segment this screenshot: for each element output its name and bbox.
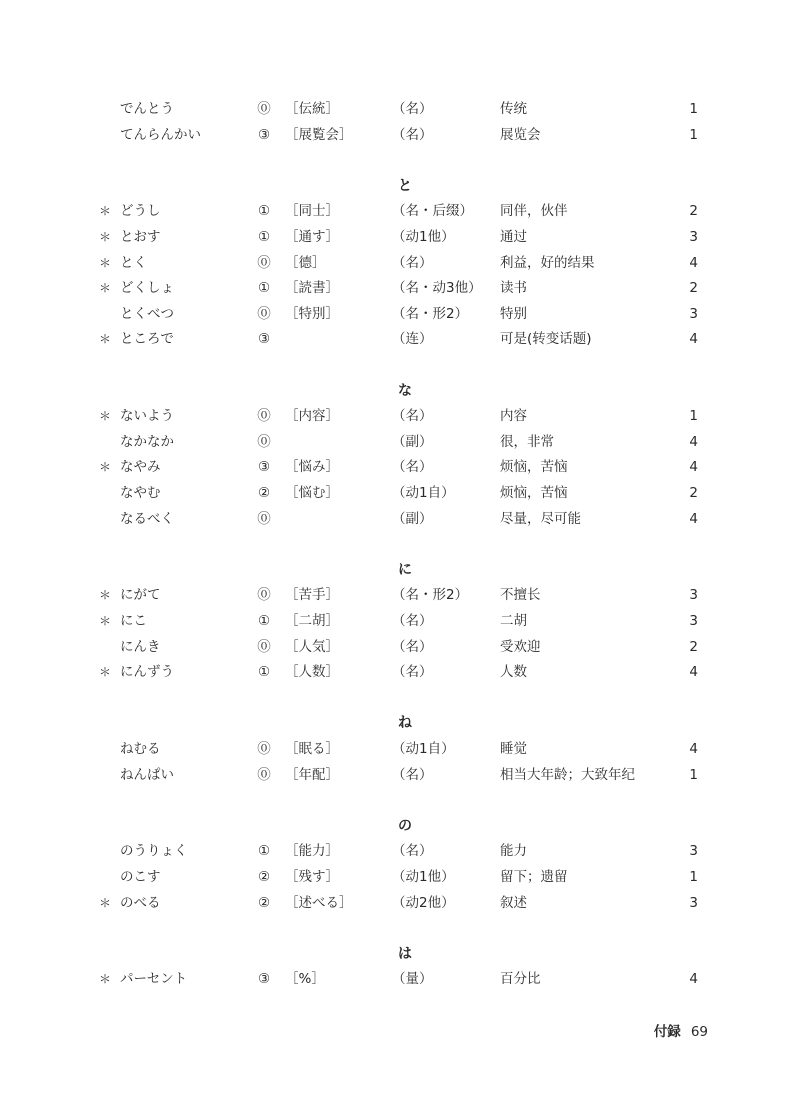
section-heading [0, 173, 800, 199]
entry-meaning: 叙述 [500, 894, 527, 911]
section-heading [0, 941, 800, 967]
entry-level: 1 [689, 101, 698, 117]
entry-part-of-speech: （名） [392, 254, 433, 271]
entry-meaning: 可是(转变话题) [500, 331, 592, 348]
entry-reading: ねんぱい [120, 766, 174, 783]
entry-row [0, 608, 800, 634]
entry-kanji: ［読書］ [285, 280, 339, 297]
entry-row [0, 762, 800, 788]
entry-kanji: ［二胡］ [285, 613, 339, 629]
entry-meaning: 读书 [500, 280, 527, 297]
entry-part-of-speech: （动1他） [392, 869, 455, 885]
entry-meaning: 留下；遗留 [500, 869, 568, 885]
entry-kanji: ［内容］ [285, 408, 339, 425]
section-heading [0, 378, 800, 404]
entry-star-mark: ＊ [99, 588, 112, 603]
entry-level: 1 [689, 869, 698, 885]
section-heading [0, 813, 800, 839]
entry-kanji: ［德］ [285, 254, 326, 271]
entry-meaning: 同伴，伙伴 [500, 203, 568, 220]
entry-level: 1 [689, 126, 698, 143]
section-heading-kana: の [398, 817, 412, 834]
entry-star-mark: ＊ [99, 255, 112, 270]
entry-row [0, 250, 800, 276]
entry-star-mark: ＊ [99, 409, 112, 424]
entry-star-mark: ＊ [99, 204, 112, 219]
entry-part-of-speech: （动1他） [392, 229, 455, 245]
entry-kanji: ［悩む］ [285, 485, 339, 501]
entry-part-of-speech: （名） [392, 126, 433, 143]
entry-level: 4 [689, 664, 698, 681]
entry-accent: ⓪ [257, 254, 271, 271]
entry-accent: ① [257, 664, 271, 681]
entry-part-of-speech: （名） [392, 638, 433, 655]
entry-meaning: 相当大年龄；大致年纪 [500, 766, 635, 783]
entry-star-mark: ＊ [99, 281, 112, 296]
entry-reading: なるべく [120, 510, 174, 527]
entry-kanji: ［苦手］ [285, 587, 339, 604]
entry-accent: ⓪ [257, 587, 271, 604]
entry-accent: ③ [257, 459, 271, 476]
entry-part-of-speech: （名） [392, 843, 433, 860]
entry-part-of-speech: （动1自） [392, 741, 455, 757]
entry-part-of-speech: （名） [392, 613, 433, 629]
entry-accent: ② [257, 869, 271, 885]
entry-level: 3 [689, 613, 698, 629]
entry-accent: ③ [257, 126, 271, 143]
entry-part-of-speech: （名） [392, 408, 433, 425]
entry-reading: ところで [120, 331, 174, 348]
entry-part-of-speech: （名） [392, 766, 433, 783]
entry-row [0, 198, 800, 224]
entry-row [0, 480, 800, 506]
entry-level: 4 [689, 254, 698, 271]
page-number: 69 [690, 1024, 708, 1040]
entry-kanji: ［人気］ [285, 638, 339, 655]
entry-kanji: ［残す］ [285, 869, 339, 885]
entry-reading: にんずう [120, 664, 174, 681]
entry-row [0, 506, 800, 532]
entry-row [0, 301, 800, 327]
entry-row [0, 429, 800, 455]
entry-meaning: 展览会 [500, 126, 541, 143]
entry-row [0, 659, 800, 685]
entry-kanji: ［通す］ [285, 229, 339, 245]
entry-kanji: ［悩み］ [285, 459, 339, 476]
entry-meaning: 不擅长 [500, 587, 541, 604]
entry-kanji: ［能力］ [285, 843, 339, 860]
entry-row [0, 326, 800, 352]
entry-reading: のうりょく [120, 843, 188, 860]
entry-row [0, 966, 800, 992]
entry-row [0, 122, 800, 148]
entry-accent: ⓪ [257, 433, 271, 450]
entry-part-of-speech: （名） [392, 664, 433, 681]
entry-star-mark: ＊ [99, 460, 112, 475]
entry-part-of-speech: （名・形2） [392, 587, 469, 604]
entry-row [0, 838, 800, 864]
entry-level: 1 [689, 766, 698, 783]
footer-section-label: 付録 [653, 1024, 681, 1040]
entry-row [0, 275, 800, 301]
entry-accent: ⓪ [257, 305, 271, 322]
entry-part-of-speech: （副） [392, 510, 433, 527]
entry-level: 3 [689, 305, 698, 322]
entry-accent: ① [257, 229, 271, 245]
entry-reading: パーセント [120, 971, 188, 988]
entry-level: 4 [689, 741, 698, 757]
entry-reading: なやむ [120, 485, 161, 501]
entry-kanji: ［年配］ [285, 766, 339, 783]
entry-meaning: 烦恼，苦恼 [500, 485, 568, 501]
entry-accent: ⓪ [257, 101, 271, 117]
entry-meaning: 睡觉 [500, 741, 527, 757]
entry-accent: ③ [257, 971, 271, 988]
entry-level: 3 [689, 894, 698, 911]
entry-part-of-speech: （名） [392, 101, 433, 117]
entry-reading: とおす [120, 229, 161, 245]
entry-row [0, 736, 800, 762]
page-footer [600, 1020, 708, 1044]
entry-reading: なかなか [120, 433, 174, 450]
entry-row [0, 634, 800, 660]
entry-meaning: 尽量，尽可能 [500, 510, 581, 527]
entry-star-mark: ＊ [99, 230, 112, 244]
entry-accent: ① [257, 280, 271, 297]
section-heading-kana: ね [398, 715, 412, 732]
entry-reading: なやみ [120, 459, 161, 476]
entry-level: 4 [689, 459, 698, 476]
entry-kanji: ［展覧会］ [285, 126, 353, 143]
entry-level: 4 [689, 331, 698, 348]
entry-level: 4 [689, 433, 698, 450]
entry-accent: ② [257, 894, 271, 911]
entry-meaning: 很，非常 [500, 433, 554, 450]
entry-level: 3 [689, 843, 698, 860]
entry-reading: のこす [120, 869, 161, 885]
entry-kanji: ［述べる］ [285, 894, 353, 911]
entry-reading: でんとう [120, 101, 174, 117]
section-heading-kana: に [398, 561, 412, 578]
entry-accent: ② [257, 485, 271, 501]
entry-row [0, 403, 800, 429]
entry-row [0, 864, 800, 890]
entry-level: 1 [689, 408, 698, 425]
entry-part-of-speech: （副） [392, 433, 433, 450]
entry-accent: ⓪ [257, 638, 271, 655]
entry-accent: ⓪ [257, 510, 271, 527]
entry-kanji: ［伝統］ [285, 101, 339, 117]
entry-star-mark: ＊ [99, 895, 112, 910]
entry-meaning: 烦恼，苦恼 [500, 459, 568, 476]
entry-accent: ① [257, 613, 271, 629]
entry-reading: ねむる [120, 741, 161, 757]
entry-reading: にこ [120, 613, 147, 629]
entry-level: 3 [689, 229, 698, 245]
entry-level: 2 [689, 203, 698, 220]
entry-level: 2 [689, 485, 698, 501]
entry-row [0, 224, 800, 250]
entry-level: 3 [689, 587, 698, 604]
section-heading-kana: と [398, 177, 412, 194]
entry-meaning: 人数 [500, 664, 527, 681]
entry-part-of-speech: （名） [392, 459, 433, 476]
entry-reading: どくしょ [120, 280, 174, 297]
entry-accent: ⓪ [257, 408, 271, 425]
entry-meaning: 二胡 [500, 613, 527, 629]
entry-part-of-speech: （连） [392, 331, 433, 348]
entry-reading: てんらんかい [120, 126, 201, 143]
entry-row [0, 890, 800, 916]
entry-meaning: 受欢迎 [500, 638, 541, 655]
entry-reading: どうし [120, 203, 161, 220]
entry-reading: とくべつ [120, 305, 174, 322]
entry-meaning: 利益，好的结果 [500, 254, 595, 271]
entry-meaning: 通过 [500, 229, 527, 245]
entry-kanji: ［眠る］ [285, 741, 339, 757]
entry-star-mark: ＊ [99, 614, 112, 628]
entry-accent: ⓪ [257, 766, 271, 783]
entry-row [0, 96, 800, 122]
entry-row [0, 582, 800, 608]
entry-part-of-speech: （名・动3他） [392, 280, 482, 297]
entry-level: 4 [689, 510, 698, 527]
entry-accent: ① [257, 843, 271, 860]
entry-meaning: 传统 [500, 101, 527, 117]
entry-accent: ① [257, 203, 271, 220]
entry-meaning: 内容 [500, 408, 527, 425]
entry-level: 2 [689, 280, 698, 297]
entry-level: 4 [689, 971, 698, 988]
entry-star-mark: ＊ [99, 972, 112, 987]
section-heading [0, 710, 800, 736]
entry-reading: とく [120, 254, 147, 271]
entry-star-mark: ＊ [99, 665, 112, 680]
section-heading-kana: は [398, 945, 412, 962]
entry-part-of-speech: （名・形2） [392, 305, 469, 322]
entry-level: 2 [689, 638, 698, 655]
entry-part-of-speech: （名・后缀） [392, 203, 473, 220]
entry-reading: ないよう [120, 408, 174, 425]
entry-meaning: 特别 [500, 305, 527, 322]
entry-kanji: ［人数］ [285, 664, 339, 681]
entry-star-mark: ＊ [99, 332, 112, 347]
entry-kanji: ［特別］ [285, 305, 339, 322]
entry-reading: のべる [120, 894, 161, 911]
entry-accent: ③ [257, 331, 271, 348]
section-heading-kana: な [398, 382, 412, 399]
entry-row [0, 454, 800, 480]
entry-reading: にんき [120, 638, 161, 655]
entry-part-of-speech: （量） [392, 971, 433, 988]
entry-meaning: 百分比 [500, 971, 541, 988]
section-heading [0, 557, 800, 583]
entry-kanji: ［%］ [285, 971, 325, 988]
entry-part-of-speech: （动1自） [392, 485, 455, 501]
entry-reading: にがて [120, 587, 161, 604]
entry-meaning: 能力 [500, 843, 527, 860]
entry-part-of-speech: （动2他） [392, 894, 455, 911]
entry-kanji: ［同士］ [285, 203, 339, 220]
entry-accent: ⓪ [257, 741, 271, 757]
